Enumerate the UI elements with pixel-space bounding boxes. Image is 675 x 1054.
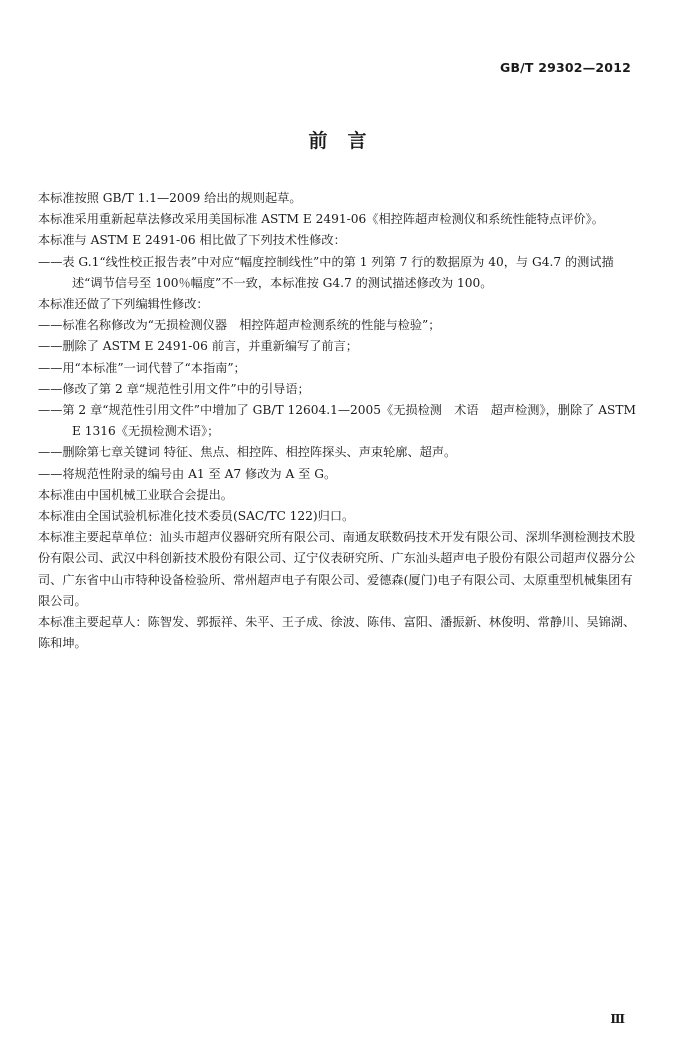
- editorial-change-item: ——删除第七章关键词 特征、焦点、相控阵、相控阵探头、声束轮廓、超声。: [38, 445, 457, 460]
- paragraph-drafters: 本标准主要起草人：陈智发、郭振祥、朱平、王子成、徐波、陈伟、富阳、潘振新、林俊明、常静川、吴锦湖、陈和坤。: [38, 615, 636, 651]
- paragraph-adoption: 本标准采用重新起草法修改采用美国标准 ASTM E 2491-06《相控阵超声检测仪和系统性能特点评价》。: [38, 212, 604, 227]
- editorial-change-item: ——标准名称修改为“无损检测仪器 相控阵超声检测系统的性能与检验”；: [38, 318, 441, 333]
- page-title: 前言: [308, 130, 387, 152]
- paragraph-technical-intro: 本标准与 ASTM E 2491-06 相比做了下列技术性修改：: [38, 233, 346, 248]
- editorial-change-item: ——第 2 章“规范性引用文件”中增加了 GB/T 12604.1—2005《无损检测 术语 超声检测》，删除了 ASTM E 1316《无损检测术语》；: [38, 403, 636, 439]
- paragraph-proposer: 本标准由中国机械工业联合会提出。: [38, 487, 233, 502]
- paragraph-drafting-rules: 本标准按照 GB/T 1.1—2009 给出的规则起草。: [38, 191, 302, 205]
- editorial-change-item: ——将规范性附录的编号由 A1 至 A7 修改为 A 至 G。: [38, 466, 337, 481]
- foreword-body: [38, 188, 642, 654]
- editorial-change-item: ——修改了第 2 章“规范性引用文件”中的引导语；: [38, 381, 310, 396]
- paragraph-committee: 本标准由全国试验机标准化技术委员(SAC/TC 122)归口。: [38, 509, 355, 524]
- editorial-change-item: ——删除了 ASTM E 2491-06 前言，并重新编写了前言；: [38, 339, 358, 354]
- editorial-change-item: ——用“本标准”一词代替了“本指南”；: [38, 360, 246, 375]
- standard-number: GB/T 29302—2012: [499, 60, 631, 75]
- page-number: Ⅲ: [610, 1012, 625, 1026]
- technical-change-item: ——表 G.1“线性校正报告表”中对应“幅度控制线性”中的第 1 列第 7 行的数据原为 40，与 G4.7 的测试描述“调节信号至 100％幅度”不一致，本标准按 G4.7 的测试描述修改为 100。: [38, 254, 614, 290]
- paragraph-drafting-units: 本标准主要起草单位：汕头市超声仪器研究所有限公司、南通友联数码技术开发有限公司、深圳华测检测技术股份有限公司、武汉中科创新技术股份有限公司、辽宁仪表研究所、广东汕头超声电子股份有限公司超声仪器分公司、广东省中山市特种设备检验所、常州超声电子有限公司、爱德森(厦门)电子有限公司、太原重型机械集团有限公司。: [38, 530, 636, 608]
- paragraph-editorial-intro: 本标准还做了下列编辑性修改：: [38, 297, 209, 312]
